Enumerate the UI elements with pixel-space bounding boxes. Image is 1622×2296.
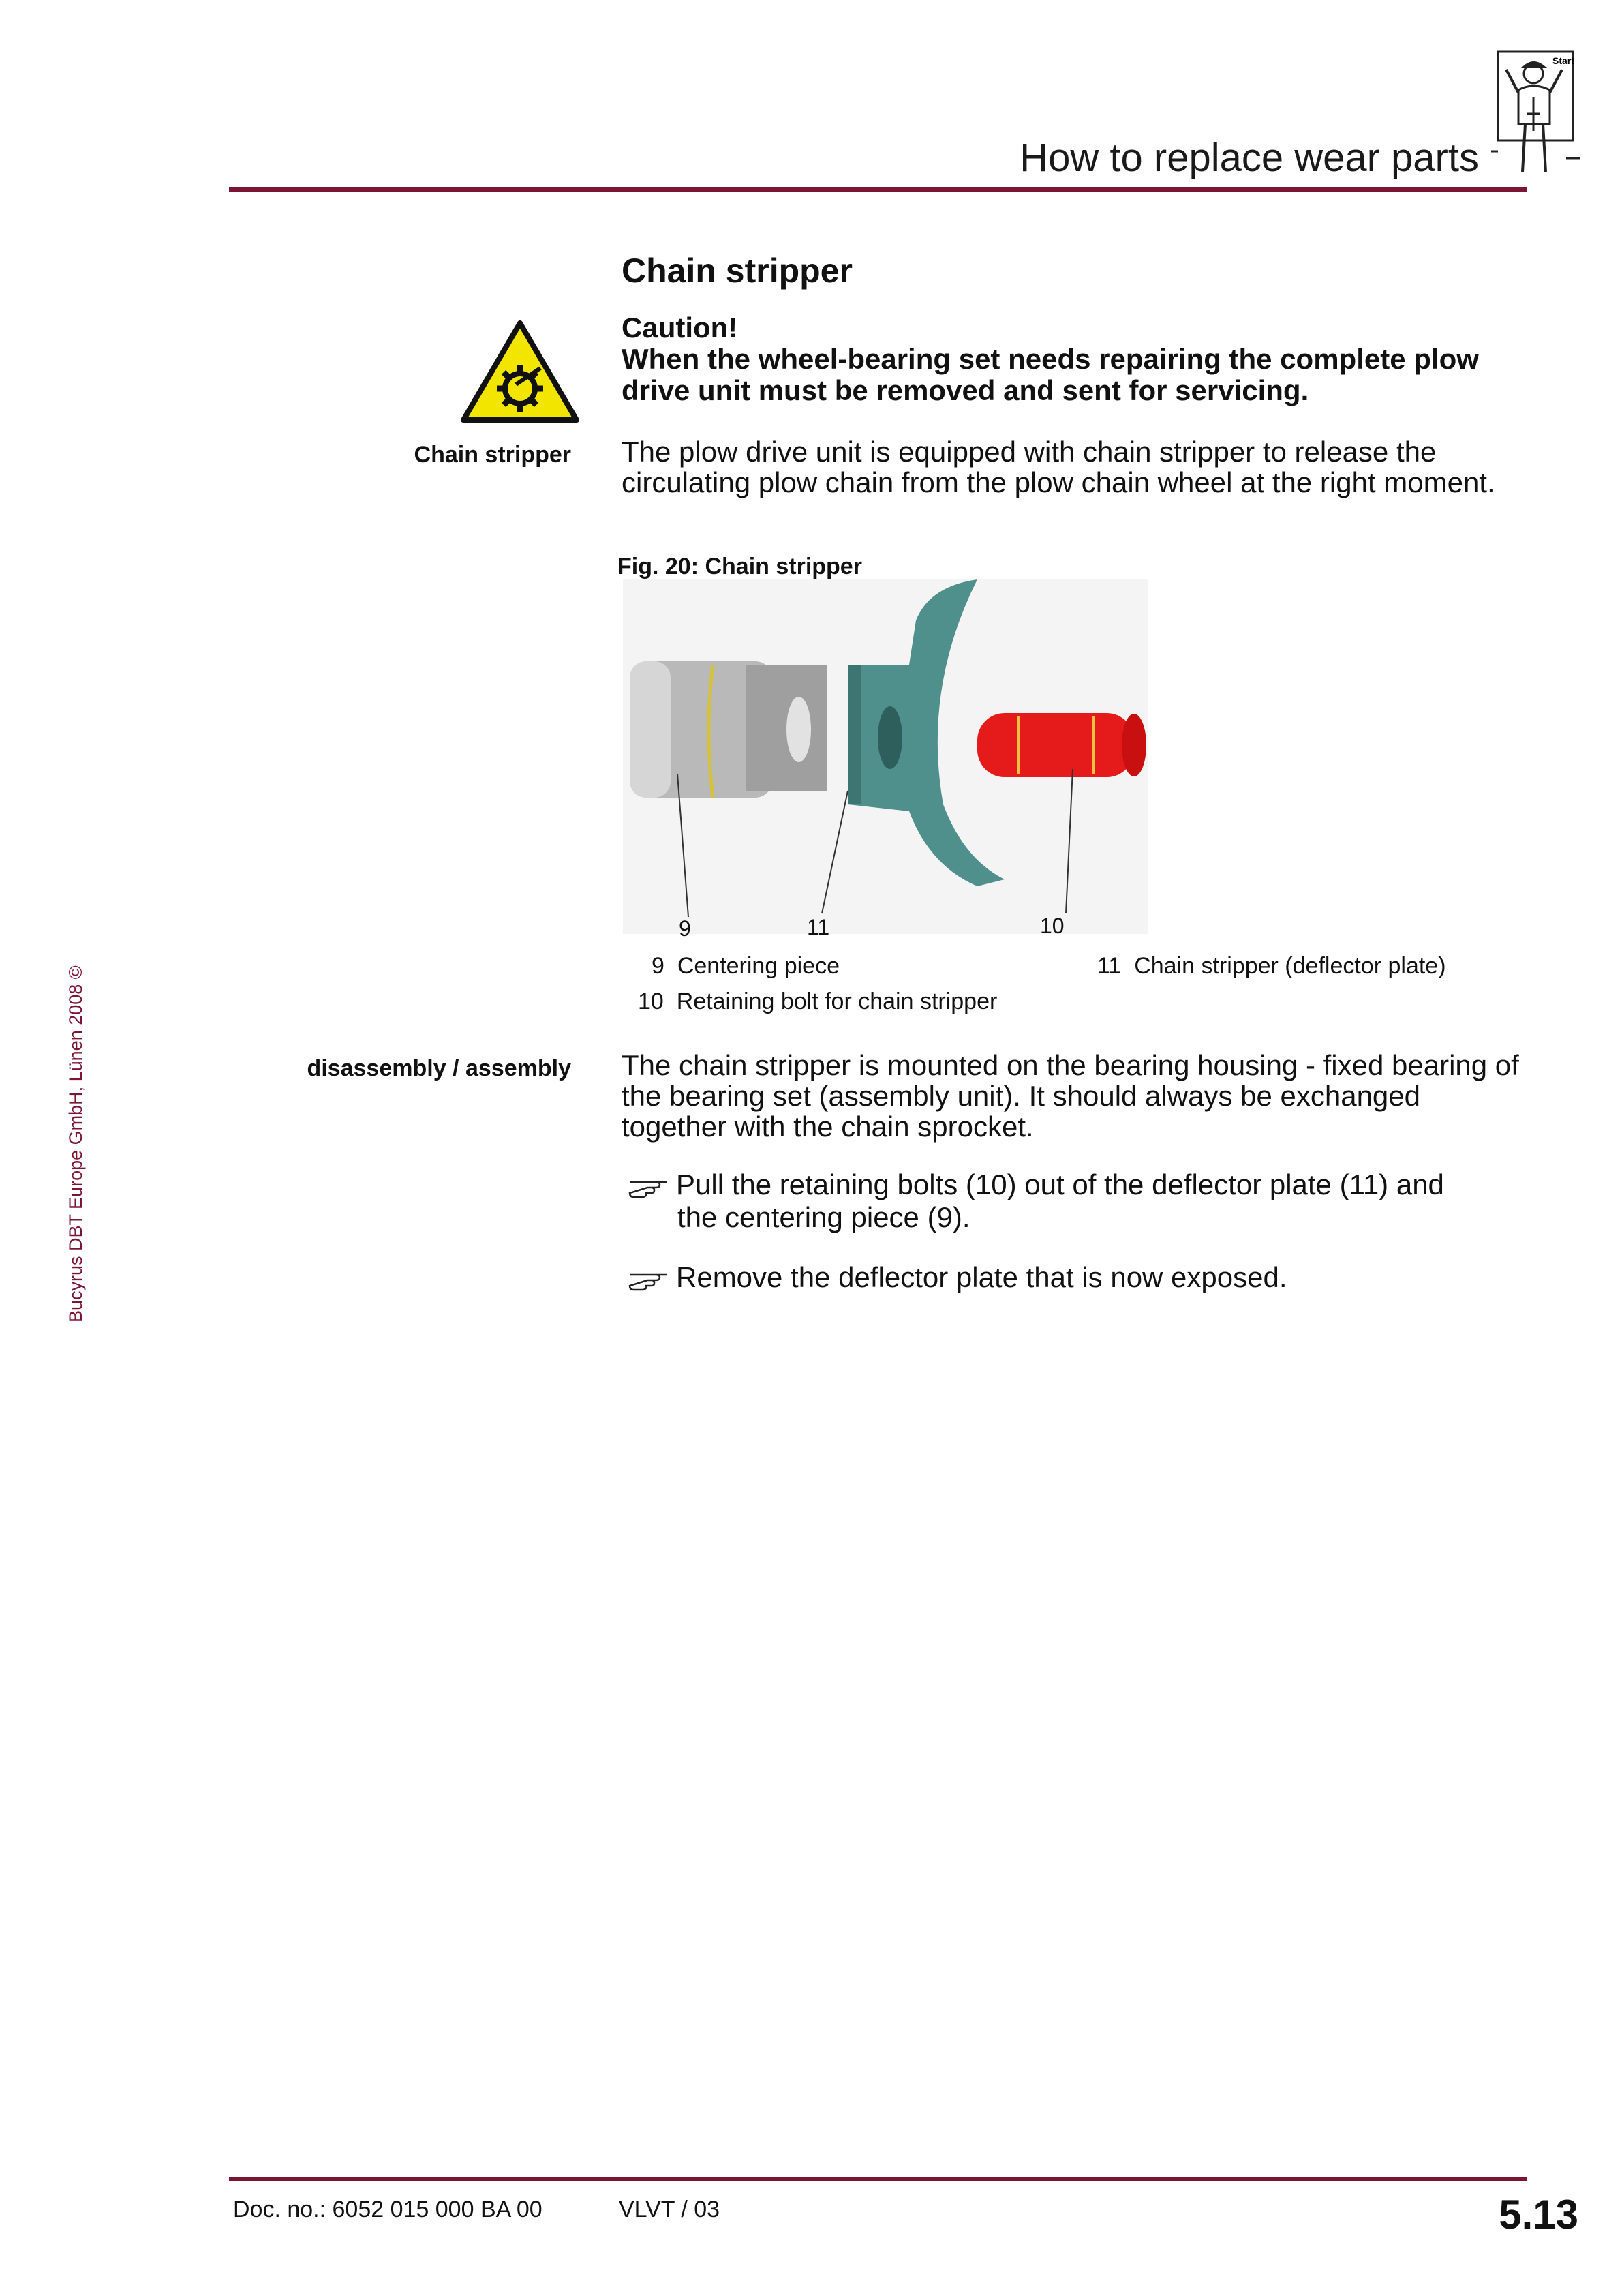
- intro-paragraph: The plow drive unit is equipped with chain stripper to release the circulating plow chain from the plow chain wheel at the right moment.: [622, 436, 1495, 498]
- page-number: 5.13: [1499, 2192, 1578, 2237]
- callout-11: 11: [807, 915, 830, 939]
- footer-doc-number: Doc. no.: 6052 015 000 BA 00: [233, 2196, 542, 2222]
- caution-block: [622, 312, 1528, 406]
- legend-text: Centering piece: [677, 953, 840, 979]
- copyright-notice: Bucyrus DBT Europe GmbH, Lünen 2008 ©: [65, 965, 86, 1323]
- legend-item-9: [652, 953, 840, 980]
- legend-num: 11: [1097, 953, 1122, 979]
- legend-num: 9: [652, 953, 664, 979]
- procedure-step-1: [628, 1168, 1521, 1234]
- legend-text: Retaining bolt for chain stripper: [676, 988, 998, 1014]
- footer-rule: [229, 2177, 1527, 2181]
- side-label-disassembly-assembly: disassembly / assembly: [307, 1055, 571, 1081]
- centering-piece-part: [630, 661, 827, 798]
- procedure-paragraph: The chain stripper is mounted on the bearing housing - fixed bearing of the bearing set (assembly unit). It should always be exchanged together with the chain sprocket.: [622, 1049, 1519, 1143]
- warning-gear-hazard-icon: [461, 320, 579, 423]
- page-header-title: How to replace wear parts: [1020, 136, 1479, 180]
- side-label-chain-stripper: Chain stripper: [414, 442, 571, 468]
- header-rule: [229, 187, 1527, 192]
- step-2-line-1: Remove the deflector plate that is now exposed.: [676, 1261, 1287, 1293]
- section-title: Chain stripper: [622, 252, 853, 290]
- pointing-hand-icon: [628, 1175, 669, 1198]
- figure-caption: Fig. 20: Chain stripper: [617, 554, 862, 579]
- logo-start-label: Start: [1552, 55, 1574, 66]
- caution-heading: Caution!: [622, 312, 738, 344]
- callout-10: 10: [1040, 913, 1065, 938]
- chain-stripper-illustration: [623, 579, 1148, 941]
- legend-item-10: [638, 988, 997, 1015]
- caution-text: When the wheel-bearing set needs repairing the complete plow drive unit must be removed and sent for servicing.: [622, 343, 1479, 406]
- legend-num: 10: [638, 988, 664, 1014]
- step-1-line-1: Pull the retaining bolts (10) out of the deflector plate (11) and: [676, 1168, 1444, 1200]
- step-1-line-2: the centering piece (9).: [677, 1201, 970, 1233]
- procedure-step-2: [628, 1261, 1521, 1294]
- start-worker-logo-icon: [1491, 49, 1580, 185]
- pointing-hand-icon: [628, 1268, 669, 1291]
- footer-version: VLVT / 03: [619, 2196, 720, 2222]
- legend-text: Chain stripper (deflector plate): [1134, 953, 1446, 979]
- legend-item-11: [1097, 953, 1446, 980]
- retaining-bolt-part: [977, 713, 1146, 777]
- callout-9: 9: [679, 916, 691, 941]
